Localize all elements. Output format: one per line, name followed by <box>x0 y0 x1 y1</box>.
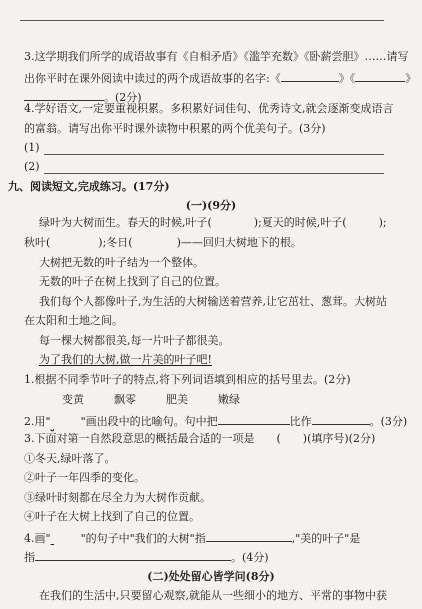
p1-q2: 2.用" "画出段中的比喻句。句中把 比作 。(3分) <box>24 415 408 428</box>
word-1: 变黄 <box>62 393 84 406</box>
p1-q4-blank2[interactable] <box>35 549 231 561</box>
p1-q3-opt3: ③绿叶时刻都在尽全力为大树作贡献。 <box>24 491 211 504</box>
passage2-p1: 在我们的生活中,只要留心观察,就能从一些细小的地方、平常的事物中获 <box>39 589 387 602</box>
p1-q3-opt1: ①冬天,绿叶落了。 <box>24 452 116 465</box>
q3-blank3[interactable] <box>24 89 104 101</box>
q4-item1-line[interactable] <box>44 154 384 155</box>
p1-q2-blank2[interactable] <box>312 413 370 425</box>
q4-item1: (1) <box>24 141 40 154</box>
passage1-p1-line2: 秋叶( );冬日( )——回归大树地下的根。 <box>24 236 302 249</box>
top-answer-line <box>20 20 384 21</box>
q4-item2: (2) <box>24 160 40 173</box>
q3-line3: 。(2分) <box>24 89 142 105</box>
q4-line2: 的富翁。请写出你平时课外读物中积累的两个优美句子。(3分) <box>24 122 326 135</box>
q3-line2: 出你平时在课外阅读中读过的两个成语故事的名字:《 》《 》 <box>24 72 417 85</box>
passage1-p5: 每一棵大树都很美,每一片叶子都很美。 <box>39 334 230 347</box>
passage1-p3: 无数的叶子在树上找到了自己的位置。 <box>39 275 226 288</box>
q3-blank2[interactable] <box>355 70 405 82</box>
q4-item2-line[interactable] <box>44 173 384 174</box>
passage1-title: (一)(9分) <box>185 199 237 212</box>
q3-blank1[interactable] <box>281 70 339 82</box>
word-3: 肥美 <box>166 393 188 406</box>
passage1-p6: 为了我们的大树,做一片美的叶子吧! <box>39 353 212 366</box>
word-2: 飘零 <box>114 393 136 406</box>
p1-q3: 3.下面对第一自然段意思的概括最合适的一项是 ( )(填序号)(2分) <box>24 432 376 445</box>
passage1-p2: 大树把无数的叶子结为一个整体。 <box>39 256 204 269</box>
p1-q4-line1: 4.画" "的句子中"我们的大树"指 ,"美的叶子"是 <box>24 532 361 545</box>
passage1-p4-line1: 我们每个人都像叶子,为生活的大树输送着营养,让它茁壮、葱茸。大树站 <box>39 295 387 308</box>
word-4: 嫩绿 <box>218 393 240 406</box>
section9-title: 九、阅读短文,完成练习。(17分) <box>8 180 170 193</box>
p1-q1-words <box>62 393 270 407</box>
q4-line1: 4.学好语文,一定要重视积累。多积累好词佳句、优秀诗文,就会逐渐变成语言 <box>24 102 394 115</box>
p1-q4-blank1[interactable] <box>206 530 292 542</box>
passage1-p1-line1: 绿叶为大树而生。春天的时候,叶子( );夏天的时候,叶子( ); <box>39 216 387 229</box>
passage2-title: (二)处处留心皆学问(8分) <box>147 570 275 583</box>
q3-line1: 3.这学期我们所学的成语故事有《自相矛盾》《滥竽充数》《卧薪尝胆》……请写 <box>24 50 409 63</box>
p1-q1: 1.根据不同季节叶子的特点,将下列词语填到相应的括号里去。(2分) <box>24 373 351 386</box>
passage1-p4-line2: 在太阳和土地之间。 <box>24 314 123 327</box>
p1-q2-blank1[interactable] <box>218 413 290 425</box>
p1-q3-opt4: ④叶子在大树上找到了自己的位置。 <box>24 510 200 523</box>
p1-q4-line2: 指 。(4分) <box>24 551 269 564</box>
p1-q3-opt2: ②叶子一年四季的变化。 <box>24 471 145 484</box>
